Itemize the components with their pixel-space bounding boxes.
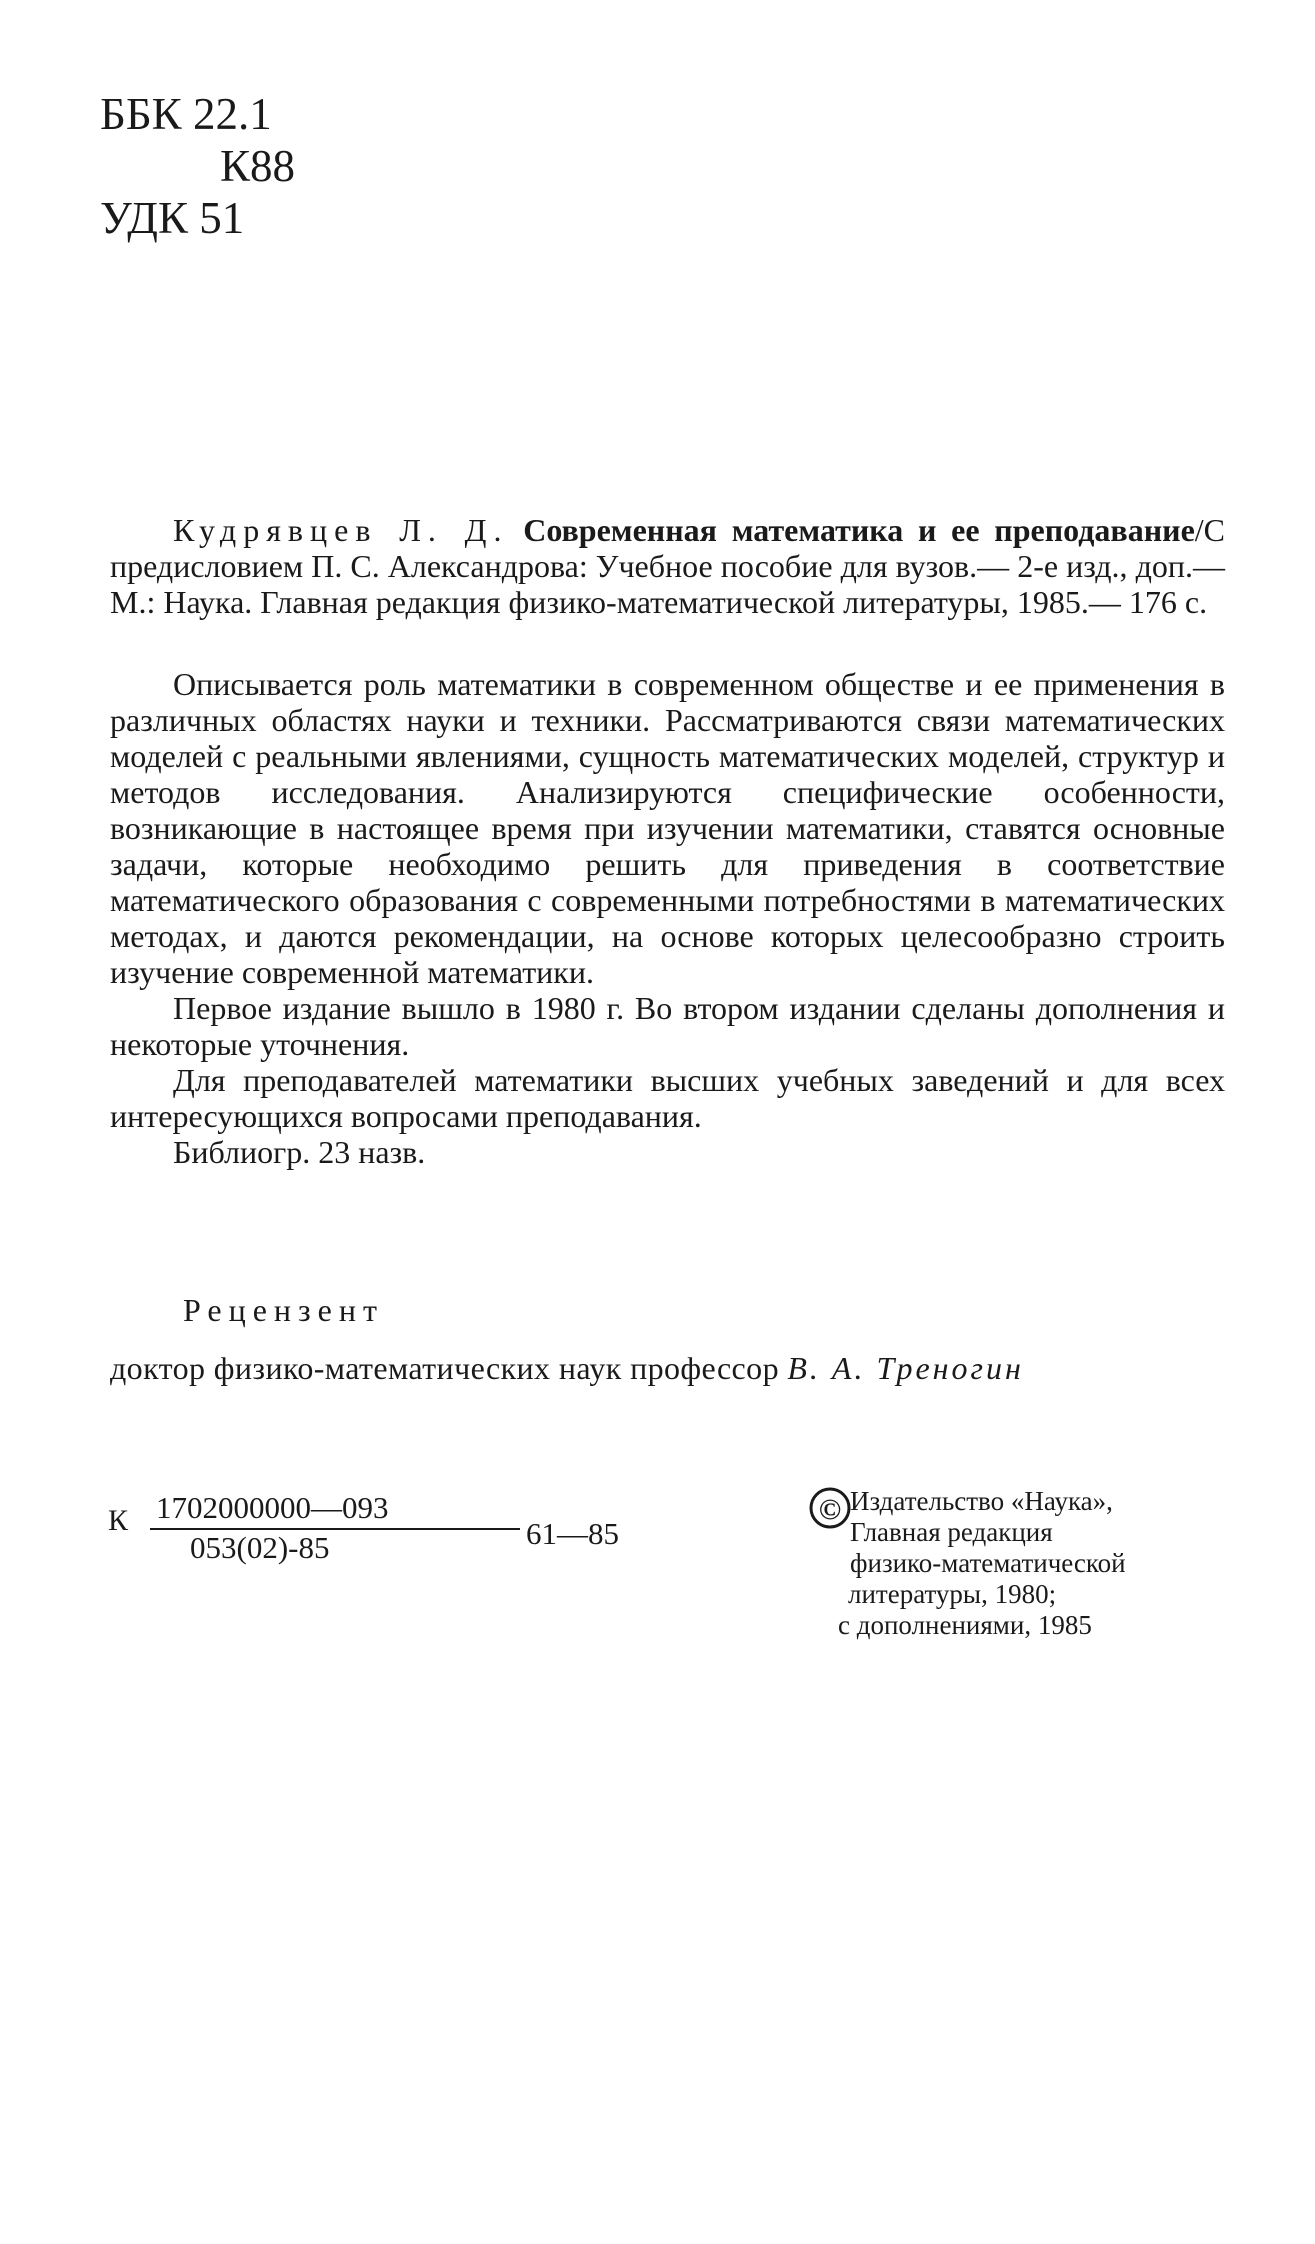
index-numerator: 1702000000—093 — [150, 1490, 520, 1530]
bibliographic-entry — [110, 512, 1225, 620]
index-denominator: 053(02)-85 — [190, 1530, 330, 1565]
copyright-line-5: с дополнениями, 1985 — [838, 1610, 1092, 1640]
reviewer-block — [110, 1290, 1230, 1388]
author-name: Кудрявцев Л. Д. — [173, 512, 509, 548]
reviewer-label: Рецензент — [183, 1292, 384, 1328]
svg-text:©: © — [818, 1493, 842, 1526]
copyright-line-4: литературы, 1980; — [848, 1579, 1057, 1609]
copyright-icon — [808, 1486, 852, 1530]
abstract-paragraph-2: Первое издание вышло в 1980 г. Во втором издании сделаны дополнения и некоторые уточнения. — [110, 990, 1225, 1062]
copyright-notice — [808, 1486, 1228, 1641]
reviewer-position: доктор физико-математических наук профессор — [110, 1350, 779, 1386]
reviewer-line — [110, 1348, 1230, 1388]
index-letter: К — [108, 1504, 129, 1537]
reviewer-name: В. А. Треногин — [787, 1350, 1024, 1386]
bibliography-count: Библиогр. 23 назв. — [173, 1134, 426, 1170]
bibliographic-details: /С предисловием П. С. Александрова: Учебное пособие для вузов.— 2-е изд., доп.— М.: Наука. Главная редакция физико-математической литературы, 1985.— 176 с. — [110, 512, 1226, 620]
author-mark: К88 — [220, 141, 296, 191]
index-fraction — [150, 1490, 520, 1566]
copyright-line-1: Издательство «Наука», — [850, 1486, 1113, 1516]
index-suffix: 61—85 — [526, 1516, 619, 1551]
annotation-block — [110, 512, 1225, 1170]
bbk-code: ББК 22.1 — [100, 89, 272, 139]
abstract-paragraph-1: Описывается роль математики в современном обществе и ее применения в различных областях науки и техники. Рассматриваются связи математических моделей с реальными явлениями, сущность математических моделей, структур и методов исследования. Анализируются специфические особенности, возникающие в настоящее время при изучении математики, ставятся основные задачи, которые необходимо решить для приведения в соответствие математического образования с современными потребностями в математических методах, и даются рекомендации, на основе которых целесообразно строить изучение современной математики. — [110, 666, 1225, 990]
copyright-line-2: Главная редакция — [850, 1517, 1053, 1547]
copyright-line-3: физико-математической — [850, 1548, 1126, 1578]
classification-codes — [100, 88, 295, 244]
book-title: Современная математика и ее преподавание — [523, 512, 1195, 548]
udk-code: УДК 51 — [100, 193, 245, 243]
abstract-paragraph-3: Для преподавателей математики высших учебных заведений и для всех интересующихся вопросами преподавания. — [110, 1062, 1225, 1134]
